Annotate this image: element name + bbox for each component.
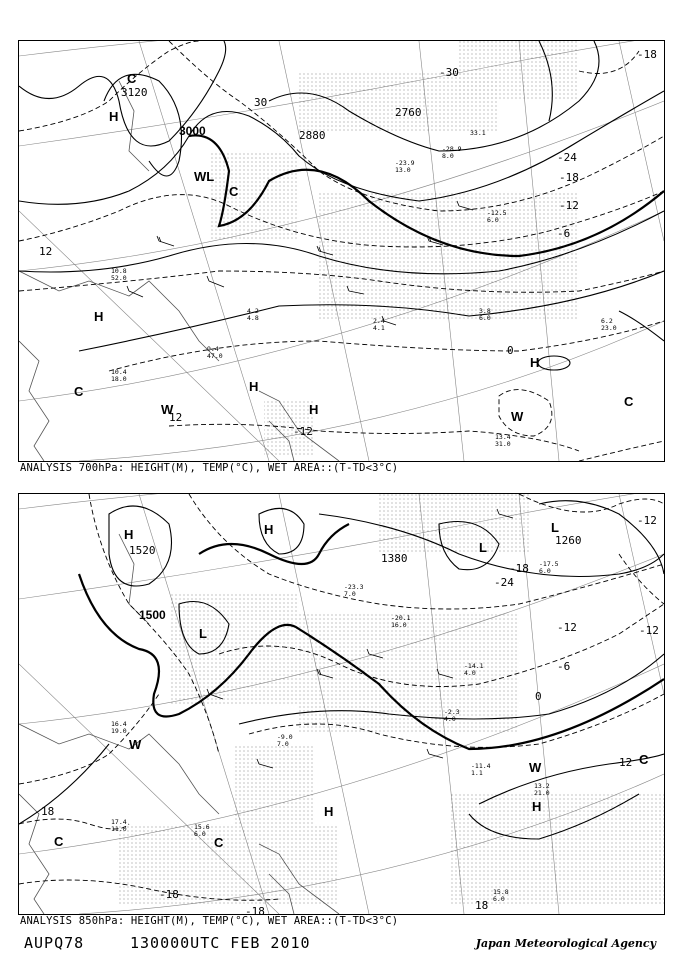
map-850hpa-svg bbox=[19, 494, 664, 914]
height-label-2880: 2880 bbox=[299, 129, 326, 142]
center-h-3: H bbox=[249, 379, 259, 394]
station-obs: 16.4 19.0 bbox=[111, 720, 127, 735]
temp-label-m6: -6 bbox=[557, 660, 571, 673]
center-l-2: L bbox=[479, 540, 487, 555]
temp-label-12: 12 bbox=[619, 756, 633, 769]
height-label-3000: 3000 bbox=[179, 124, 206, 138]
height-label-1500: 1500 bbox=[139, 608, 166, 622]
station-obs: -23.9 13.0 bbox=[395, 159, 415, 174]
temp-label-m24: -24 bbox=[494, 576, 514, 589]
station-obs: 15.8 6.0 bbox=[493, 888, 509, 903]
station-obs: -2.3 4.0 bbox=[444, 708, 460, 723]
center-w-2: W bbox=[511, 409, 524, 424]
station-obs: 13.2 21.0 bbox=[534, 782, 550, 797]
valid-time: 130000UTC FEB 2010 bbox=[130, 934, 311, 952]
center-c-3: C bbox=[639, 752, 649, 767]
chart-id: AUPQ78 bbox=[24, 934, 85, 952]
center-c-4: C bbox=[624, 394, 634, 409]
station-obs: 10.4 18.0 bbox=[111, 368, 127, 383]
center-h-1: H bbox=[109, 109, 119, 124]
station-obs: 33.1 bbox=[470, 129, 486, 137]
temp-label-m12: -12 bbox=[559, 199, 579, 212]
temp-label-0: 0 bbox=[507, 344, 514, 357]
station-obs: -14.1 4.0 bbox=[464, 662, 484, 677]
center-h-1: H bbox=[124, 527, 134, 542]
station-obs: 4.2 4.8 bbox=[247, 307, 259, 322]
center-w-2: W bbox=[529, 760, 542, 775]
temp-label-m18-b: -18 bbox=[245, 905, 265, 914]
map-700hpa-svg bbox=[19, 41, 664, 461]
station-obs: 2.4 4.1 bbox=[373, 317, 385, 332]
station-obs: 17.4 11.0 bbox=[111, 818, 127, 833]
caption-700hpa: ANALYSIS 700hPa: HEIGHT(M), TEMP(°C), WET AREA::(T-TD<3°C) bbox=[20, 462, 399, 474]
station-obs: -11.4 1.1 bbox=[471, 762, 491, 777]
caption-850hpa: ANALYSIS 850hPa: HEIGHT(M), TEMP(°C), WET AREA::(T-TD<3°C) bbox=[20, 915, 399, 927]
station-obs: 6.2 23.0 bbox=[601, 317, 617, 332]
map-panel-700hpa bbox=[18, 40, 665, 462]
station-obs: -28.9 8.0 bbox=[442, 145, 462, 160]
station-obs: -20.1 16.0 bbox=[391, 614, 411, 629]
temp-label-m6: -6 bbox=[557, 227, 571, 240]
height-label-1260: 1260 bbox=[555, 534, 582, 547]
temp-label-30: 30 bbox=[254, 96, 268, 109]
temp-label-18: 18 bbox=[41, 805, 55, 818]
center-h-2: H bbox=[264, 522, 274, 537]
station-obs: -23.3 7.0 bbox=[344, 583, 364, 598]
center-h-3: H bbox=[324, 804, 334, 819]
height-label-3120-a: 3120 bbox=[121, 86, 148, 99]
temp-label-m18-a: -18 bbox=[159, 888, 179, 901]
center-w-1: W bbox=[161, 402, 174, 417]
temp-label-12-a: 12 bbox=[39, 245, 53, 258]
temp-label-m30: -30 bbox=[439, 66, 459, 79]
station-obs: 9.4 47.0 bbox=[207, 345, 223, 360]
center-h-5: H bbox=[530, 355, 540, 370]
temp-label-m18: -18 bbox=[559, 171, 579, 184]
center-c-1: C bbox=[54, 834, 64, 849]
center-h-4: H bbox=[532, 799, 542, 814]
station-obs: 15.6 6.0 bbox=[194, 823, 210, 838]
center-c-3: C bbox=[74, 384, 84, 399]
center-w-1: W bbox=[129, 737, 142, 752]
height-label-1520: 1520 bbox=[129, 544, 156, 557]
temp-label-18-b: 18 bbox=[475, 899, 489, 912]
center-wl: WL bbox=[194, 169, 215, 184]
center-h-2: H bbox=[94, 309, 104, 324]
center-c-1: C bbox=[127, 71, 137, 86]
temp-label-12-b: 12 bbox=[169, 411, 183, 424]
height-label-1380: 1380 bbox=[381, 552, 408, 565]
center-c-2: C bbox=[214, 835, 224, 850]
temp-label-m12-b: -12 bbox=[293, 425, 313, 438]
map-panel-850hpa bbox=[18, 493, 665, 915]
station-obs: 3.8 6.0 bbox=[479, 307, 491, 322]
temp-label-0: 0 bbox=[535, 690, 542, 703]
station-obs: -9.0 7.0 bbox=[277, 733, 293, 748]
agency-name: Japan Meteorological Agency bbox=[475, 937, 656, 950]
center-c-2: C bbox=[229, 184, 239, 199]
temp-label-m24: -24 bbox=[557, 151, 577, 164]
height-label-2760: 2760 bbox=[395, 106, 422, 119]
station-obs: -17.5 6.0 bbox=[539, 560, 559, 575]
station-obs: 13.4 31.0 bbox=[495, 433, 511, 448]
center-h-4: H bbox=[309, 402, 319, 417]
temp-label-m12-c: -12 bbox=[639, 624, 659, 637]
temp-label-m12: -12 bbox=[557, 621, 577, 634]
center-l-3: L bbox=[551, 520, 559, 535]
center-l-1: L bbox=[199, 626, 207, 641]
temp-label-m18-b: -18 bbox=[637, 48, 657, 61]
temp-label-m18: -18 bbox=[509, 562, 529, 575]
temp-label-m12-b: -12 bbox=[637, 514, 657, 527]
station-obs: 10.8 52.0 bbox=[111, 267, 127, 282]
station-obs: -12.5 6.0 bbox=[487, 209, 507, 224]
